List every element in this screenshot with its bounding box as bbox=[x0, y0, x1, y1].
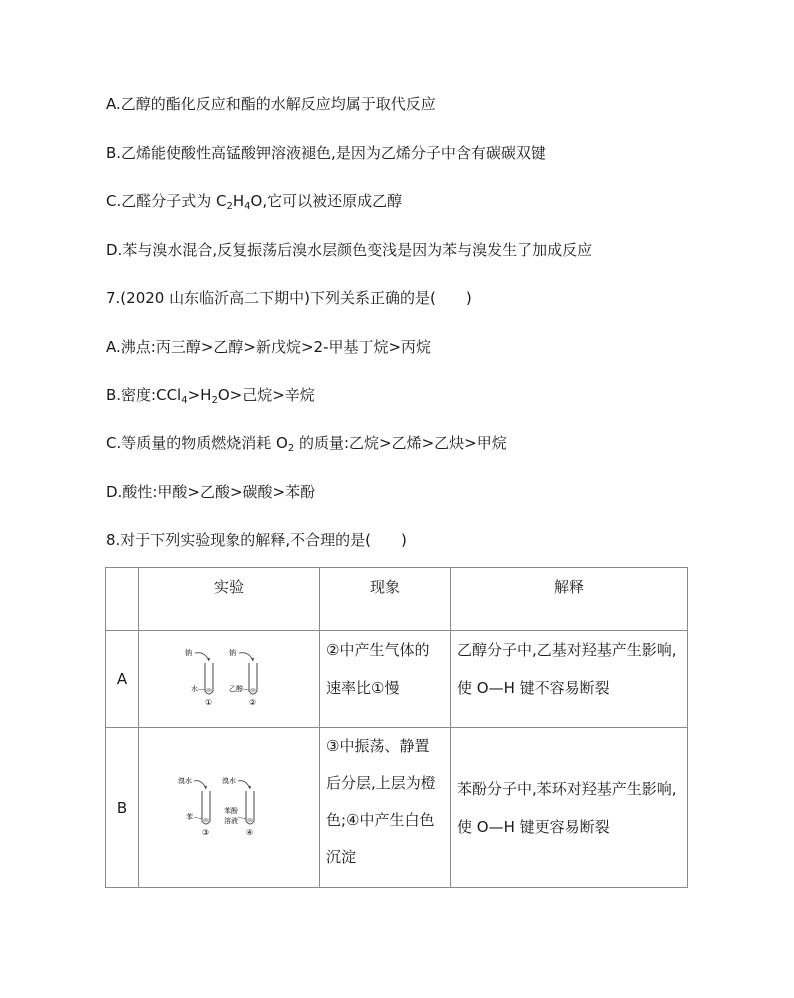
question-8-text: 8.对于下列实验现象的解释,不合理的是( bbox=[106, 531, 371, 549]
question-7-text: 7.(2020 山东临沂高二下期中)下列关系正确的是( bbox=[106, 289, 436, 307]
figure-label: ② bbox=[249, 698, 257, 707]
option-7c-text: C.等质量的物质燃烧消耗 O bbox=[106, 434, 288, 452]
figure-label: 溴水 bbox=[222, 776, 236, 785]
liquid-2 bbox=[250, 688, 256, 692]
arrow-line bbox=[239, 653, 253, 661]
option-6b: B.乙烯能使酸性高锰酸钾溶液褪色,是因为乙烯分子中含有碳碳双键 bbox=[106, 144, 546, 162]
question-7-stem bbox=[106, 288, 472, 308]
phenomenon-b bbox=[320, 728, 451, 888]
table-header-blank bbox=[106, 568, 139, 631]
arrow-line bbox=[194, 780, 206, 788]
liquid-1 bbox=[206, 688, 212, 692]
subscript: 2 bbox=[226, 201, 233, 212]
option-6a: A.乙醇的酯化反应和酯的水解反应均属于取代反应 bbox=[106, 95, 436, 113]
figure-label: 乙醇 bbox=[229, 685, 243, 693]
liquid-3 bbox=[203, 818, 209, 822]
explanation-b bbox=[451, 728, 688, 888]
phenomenon-a-text: ②中产生气体的速率比①慢 bbox=[326, 641, 430, 697]
option-7b-rest: O>己烷>辛烷 bbox=[217, 386, 315, 404]
subscript: 4 bbox=[244, 201, 251, 212]
table-header-explanation: 解释 bbox=[451, 568, 688, 631]
test-tubes-bromine-figure bbox=[174, 771, 284, 841]
arrow-line bbox=[238, 780, 250, 788]
table-header-experiment: 实验 bbox=[139, 568, 320, 631]
row-label-b: B bbox=[106, 728, 139, 888]
phenomenon-a bbox=[320, 631, 451, 728]
option-7b-mid: >H bbox=[187, 386, 212, 404]
figure-label: 溶液 bbox=[224, 816, 238, 825]
subscript: 2 bbox=[287, 443, 295, 454]
figure-label: 苯 bbox=[186, 812, 193, 821]
figure-label: 钠 bbox=[185, 649, 192, 657]
question-8-close: ) bbox=[400, 531, 407, 549]
experiment-figure-a bbox=[139, 631, 320, 728]
option-6c bbox=[106, 191, 402, 211]
option-6d: D.苯与溴水混合,反复振荡后溴水层颜色变浅是因为苯与溴发生了加成反应 bbox=[106, 241, 593, 259]
option-7a: A.沸点:丙三醇>乙醇>新戊烷>2-甲基丁烷>丙烷 bbox=[106, 338, 432, 356]
figure-label: ③ bbox=[202, 827, 210, 837]
question-7-close: ) bbox=[465, 289, 472, 307]
option-6c-rest: O,它可以被还原成乙醇 bbox=[250, 192, 403, 210]
option-6c-h: H bbox=[232, 192, 245, 210]
figure-label: 钠 bbox=[229, 649, 236, 657]
figure-label: 溴水 bbox=[178, 776, 192, 785]
experiment-figure-b bbox=[139, 728, 320, 888]
figure-label: ④ bbox=[246, 827, 254, 837]
pointer-line bbox=[243, 689, 249, 690]
explanation-a bbox=[451, 631, 688, 728]
figure-label: 苯酚 bbox=[224, 806, 238, 815]
option-7b-text: B.密度:CCl bbox=[106, 386, 182, 404]
subscript: 2 bbox=[211, 395, 218, 406]
table-header-phenomenon: 现象 bbox=[320, 568, 451, 631]
pointer-line bbox=[194, 817, 202, 819]
option-7b bbox=[106, 385, 315, 405]
figure-label: 水 bbox=[191, 685, 198, 693]
pointer-line bbox=[198, 689, 205, 690]
phenomenon-b-text: ③中振荡、静置后分层,上层为橙色;④中产生白色沉淀 bbox=[326, 737, 436, 866]
table-row-a bbox=[106, 631, 688, 728]
option-6c-text: C.乙醛分子式为 C bbox=[106, 192, 227, 210]
subscript: 4 bbox=[181, 395, 188, 406]
option-7c-rest: 的质量:乙烷>乙烯>乙炔>甲烷 bbox=[294, 434, 507, 452]
experiment-table bbox=[105, 567, 688, 888]
test-tubes-sodium-figure bbox=[179, 645, 279, 709]
question-8-stem bbox=[106, 530, 407, 550]
row-label-a: A bbox=[106, 631, 139, 728]
option-7d: D.酸性:甲酸>乙酸>碳酸>苯酚 bbox=[106, 483, 316, 501]
arrow-line bbox=[195, 653, 209, 661]
figure-label: ① bbox=[205, 698, 213, 707]
table-header-row bbox=[106, 568, 688, 631]
explanation-b-text: 苯酚分子中,苯环对羟基产生影响,使 O—H 键更容易断裂 bbox=[457, 779, 677, 836]
table-row-b bbox=[106, 728, 688, 888]
liquid-4 bbox=[247, 818, 253, 822]
option-7c bbox=[106, 433, 507, 453]
explanation-a-text: 乙醇分子中,乙基对羟基产生影响,使 O—H 键不容易断裂 bbox=[457, 641, 677, 697]
pointer-line bbox=[238, 817, 246, 819]
